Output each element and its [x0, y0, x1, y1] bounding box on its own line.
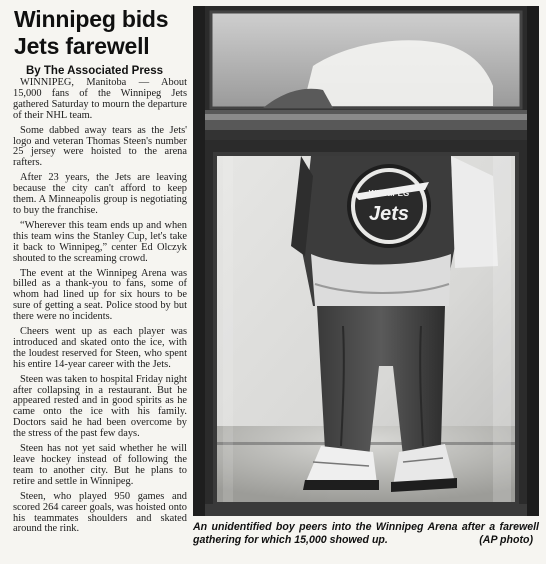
article-paragraph: Steen has not yet said whether he will leave hockey instead of following the team to another city. But he plans to retire and settle in Winnipeg. — [13, 443, 187, 487]
byline: By The Associated Press — [26, 65, 163, 77]
logo-wordmark-jets: Jets — [368, 203, 410, 225]
article-paragraph: Some dabbed away tears as the Jets' logo and veteran Thomas Steen's number 25 jersey were hoisted to the arena rafters. — [13, 124, 187, 169]
article-paragraph: After 23 years, the Jets are leaving because the city can't afford to keep them. A Minneapolis group is negotiating to buy the franchise. — [13, 172, 187, 216]
article-paragraph: “Wherever this team ends up and when this team wins the Stanley Cup, let's take it back to Winnipeg,” center Ed Olczyk shouted to the screaming crowd. — [13, 219, 187, 264]
article-paragraph: Steen, who played 950 games and scored 264 career goals, was hoisted onto his teammates shoulders and skated around the rink. — [13, 490, 187, 535]
jets-logo — [349, 166, 429, 246]
article-paragraph: The event at the Winnipeg Arena was billed as a thank-you to fans, some of whom had lined up for six hours to be sure of getting a seat. Police stood by but there were no incidents. — [13, 267, 187, 323]
article-paragraph: Steen was taken to hospital Friday night after collapsing in a restaurant. But he appeared rested and in good spirits as he came onto the ice with his family. Doctors said he had been overcome by the stress of the past few days. — [13, 373, 187, 440]
headline: Winnipeg bids Jets farewell — [14, 6, 169, 59]
news-photo — [193, 6, 539, 516]
article-paragraph: WINNIPEG, Manitoba — About 15,000 fans of the Winnipeg Jets gathered Saturday to mourn the departure of their NHL team. — [13, 77, 187, 121]
photo-illustration — [193, 6, 539, 516]
article-body — [13, 78, 187, 539]
caption-text: An unidentified boy peers into the Winnipeg Arena after a farewell gathering for which 15,000 showed up. — [193, 521, 539, 546]
logo-text-winnipeg: WINNIPEG — [368, 189, 410, 198]
photo-caption — [193, 521, 539, 547]
article-paragraph: Cheers went up as each player was introduced and skated onto the ice, with the loudest reserved for Steen, who spent his entire 14-year career with the Jets. — [13, 326, 187, 370]
photo-credit: (AP photo) — [479, 534, 533, 546]
